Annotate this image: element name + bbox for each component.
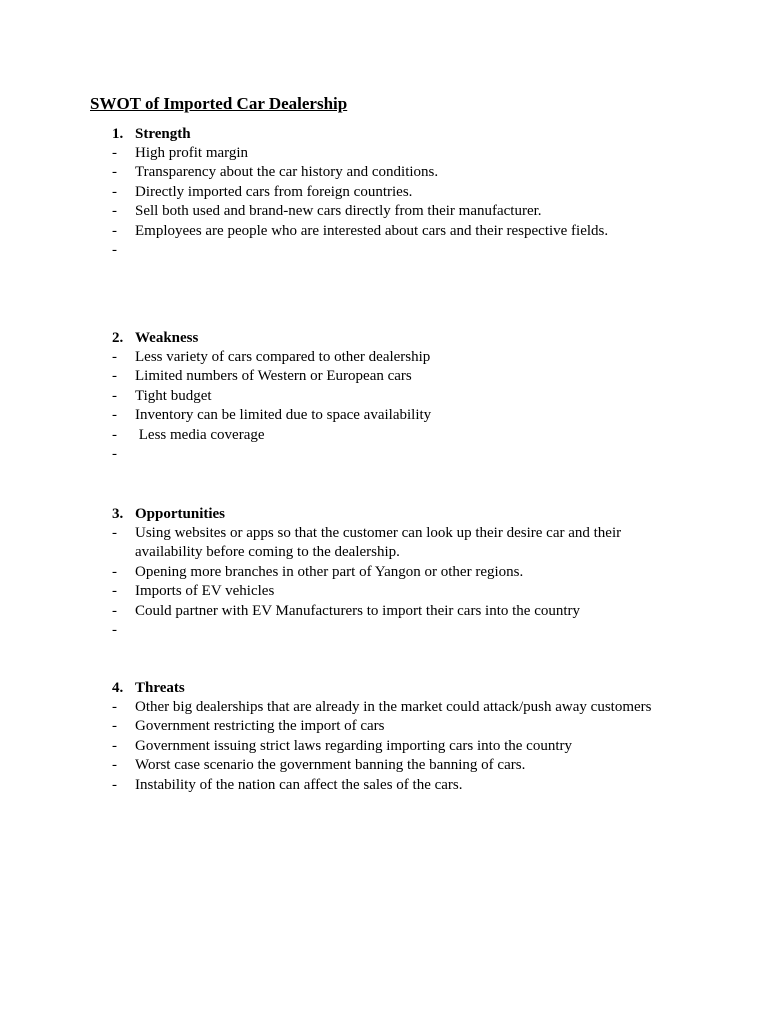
bullet-dash: - xyxy=(112,242,117,259)
bullet-dash: - xyxy=(112,563,117,580)
bullet-text: Instability of the nation can affect the sales of the cars. xyxy=(135,776,463,793)
bullet-text: Worst case scenario the government banning the banning of cars. xyxy=(135,757,526,774)
bullet-dash: - xyxy=(112,387,117,404)
bullet-list xyxy=(0,698,768,795)
bullet-text: Using websites or apps so that the customer can look up their desire car and their availability before coming to the dealership. xyxy=(135,525,625,561)
section-weakness xyxy=(0,329,768,464)
bullet-dash: - xyxy=(112,583,117,600)
section-heading xyxy=(0,505,768,524)
bullet-text: Imports of EV vehicles xyxy=(135,583,275,600)
list-item xyxy=(0,737,768,756)
section-title: Opportunities xyxy=(135,506,226,522)
list-item xyxy=(0,621,768,640)
bullet-dash: - xyxy=(112,737,117,754)
list-item xyxy=(0,222,768,241)
list-item xyxy=(0,183,768,202)
bullet-text: Transparency about the car history and conditions. xyxy=(135,164,439,181)
bullet-dash: - xyxy=(112,776,117,793)
list-item xyxy=(0,698,768,717)
list-item xyxy=(0,163,768,182)
bullet-list xyxy=(0,144,768,260)
bullet-text: Employees are people who are interested about cars and their respective fields. xyxy=(135,222,609,239)
bullet-text: Less media coverage xyxy=(135,426,265,443)
bullet-dash: - xyxy=(112,407,117,424)
list-item xyxy=(0,563,768,582)
bullet-dash: - xyxy=(112,203,117,220)
section-title: Weakness xyxy=(135,330,199,346)
list-item xyxy=(0,756,768,775)
bullet-dash: - xyxy=(112,718,117,735)
list-item xyxy=(0,348,768,367)
list-item xyxy=(0,602,768,621)
document-title: SWOT of Imported Car Dealership xyxy=(90,94,348,113)
section-number: 4. xyxy=(112,680,124,696)
list-item xyxy=(0,202,768,221)
bullet-text: Government restricting the import of cars xyxy=(135,718,385,735)
bullet-dash: - xyxy=(112,426,117,443)
list-item xyxy=(0,241,768,260)
section-heading xyxy=(0,329,768,348)
bullet-text: Sell both used and brand-new cars directly from their manufacturer. xyxy=(135,203,542,220)
section-opportunities xyxy=(0,505,768,640)
list-item xyxy=(0,582,768,601)
section-title: Strength xyxy=(135,126,191,142)
section-title: Threats xyxy=(135,680,185,696)
list-item xyxy=(0,144,768,163)
bullet-dash: - xyxy=(112,699,117,715)
bullet-text: High profit margin xyxy=(135,145,249,161)
bullet-text: Tight budget xyxy=(135,387,212,404)
bullet-text: Opening more branches in other part of Yangon or other regions. xyxy=(135,563,524,580)
bullet-text: Government issuing strict laws regarding importing cars into the country xyxy=(135,737,572,754)
section-number: 1. xyxy=(112,126,124,142)
bullet-text: Inventory can be limited due to space availability xyxy=(135,407,432,424)
list-item xyxy=(0,524,768,563)
section-heading xyxy=(0,679,768,698)
bullet-list xyxy=(0,524,768,640)
bullet-dash: - xyxy=(112,757,117,774)
list-item xyxy=(0,426,768,445)
section-heading xyxy=(0,125,768,144)
section-number: 3. xyxy=(112,506,124,522)
bullet-dash: - xyxy=(112,602,117,619)
bullet-dash: - xyxy=(112,349,117,365)
bullet-dash: - xyxy=(112,164,117,181)
bullet-dash: - xyxy=(112,446,117,463)
list-item xyxy=(0,387,768,406)
section-threats xyxy=(0,679,768,795)
list-item xyxy=(0,367,768,386)
list-item xyxy=(0,445,768,464)
section-number: 2. xyxy=(112,330,124,346)
list-item xyxy=(0,717,768,736)
list-item xyxy=(0,776,768,795)
bullet-dash: - xyxy=(112,222,117,239)
bullet-text: Could partner with EV Manufacturers to import their cars into the country xyxy=(135,602,581,619)
bullet-dash: - xyxy=(112,183,117,200)
bullet-dash: - xyxy=(112,368,117,385)
bullet-dash: - xyxy=(112,145,117,161)
bullet-list xyxy=(0,348,768,464)
bullet-dash: - xyxy=(112,525,117,541)
bullet-text: Limited numbers of Western or European cars xyxy=(135,368,412,385)
bullet-text: Less variety of cars compared to other dealership xyxy=(135,349,431,365)
bullet-text: Other big dealerships that are already in the market could attack/push away customers xyxy=(135,699,652,715)
bullet-dash: - xyxy=(112,622,117,639)
bullet-text: Directly imported cars from foreign countries. xyxy=(135,183,413,200)
section-strength xyxy=(0,125,768,260)
list-item xyxy=(0,406,768,425)
